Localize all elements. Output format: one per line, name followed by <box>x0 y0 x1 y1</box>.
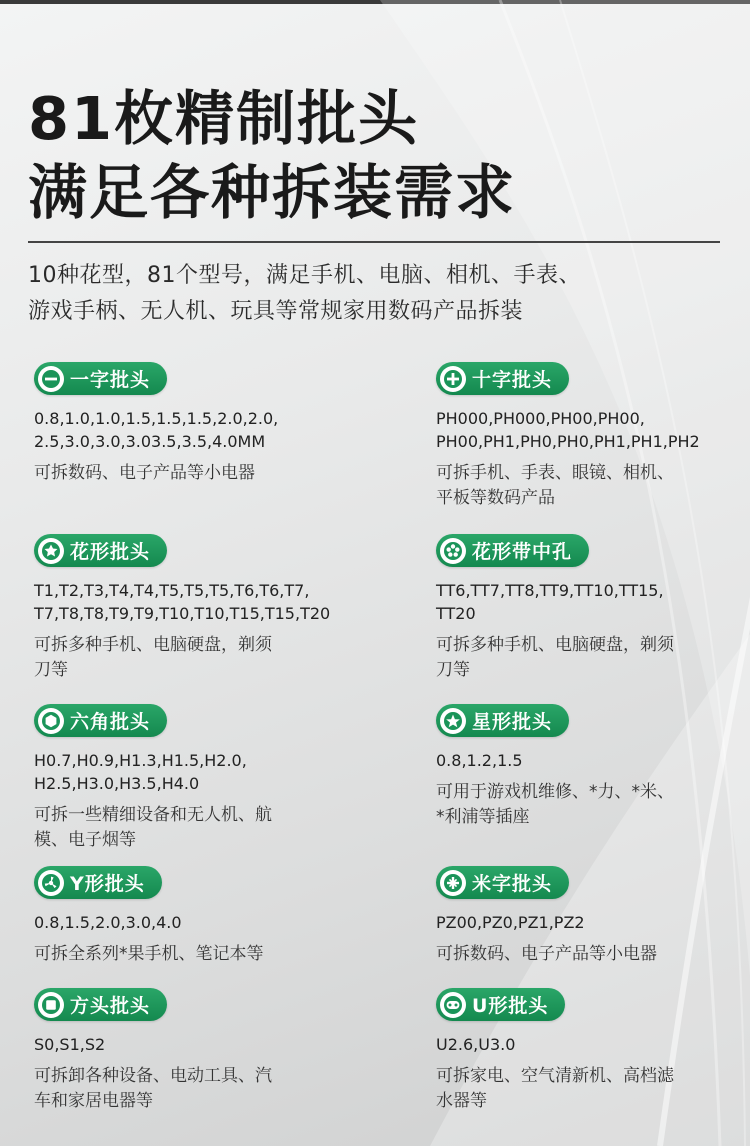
usage-description: 可拆多种手机、电脑硬盘，剃须 刀等 <box>34 635 272 680</box>
size-list: U2.6,U3.0 <box>436 1035 516 1054</box>
top-bar <box>0 0 750 4</box>
subtitle-line-1: 10种花型，81个型号，满足手机、电脑、相机、手表、 <box>28 263 581 288</box>
section-phillips <box>436 362 736 511</box>
torx-hole-icon <box>440 538 466 564</box>
size-list: H0.7,H0.9,H1.3,H1.5,H2.0, H2.5,H3.0,H3.5,H4.0 <box>34 751 247 793</box>
section-torx <box>34 534 334 683</box>
size-list: PZ00,PZ0,PZ1,PZ2 <box>436 913 585 932</box>
category-title: 方头批头 <box>70 995 151 1017</box>
section-tri-wing <box>34 866 334 967</box>
u-shape-icon <box>440 992 466 1018</box>
usage-description: 可拆数码、电子产品等小电器 <box>436 944 657 964</box>
subtitle-line-2: 游戏手柄、无人机、玩具等常规家用数码产品拆装 <box>28 299 524 324</box>
category-pill <box>436 704 569 737</box>
section-pentalobe <box>436 704 736 830</box>
category-pill <box>34 704 167 737</box>
section-pozidriv <box>436 866 736 967</box>
category-title: U形批头 <box>472 995 549 1017</box>
category-title: Y形批头 <box>70 873 145 895</box>
divider <box>28 241 720 243</box>
category-pill <box>34 534 167 567</box>
size-list: T1,T2,T3,T4,T4,T5,T5,T5,T6,T6,T7, T7,T8,T8,T9,T9,T10,T10,T15,T15,T20 <box>34 581 331 623</box>
usage-description: 可拆卸各种设备、电动工具、汽 车和家居电器等 <box>34 1066 272 1111</box>
size-list: 0.8,1.5,2.0,3.0,4.0 <box>34 913 182 932</box>
phillips-icon <box>440 366 466 392</box>
category-title: 花形带中孔 <box>472 541 573 563</box>
usage-description: 可用于游戏机维修、*力、*米、 *利浦等插座 <box>436 782 674 827</box>
hex-icon <box>38 708 64 734</box>
section-hex <box>34 704 334 853</box>
category-pill <box>436 866 569 899</box>
category-title: 一字批头 <box>70 369 151 391</box>
category-pill <box>436 988 565 1021</box>
category-pill <box>436 534 589 567</box>
size-list: PH000,PH000,PH00,PH00, PH00,PH1,PH0,PH0,PH1,PH1,PH2 <box>436 409 700 451</box>
size-list: 0.8,1.0,1.0,1.5,1.5,1.5,2.0,2.0, 2.5,3.0,3.0,3.03.5,3.5,4.0MM <box>34 409 279 451</box>
category-pill <box>34 362 167 395</box>
pentalobe-icon <box>440 708 466 734</box>
size-list: S0,S1,S2 <box>34 1035 106 1054</box>
usage-description: 可拆手机、手表、眼镜、相机、 平板等数码产品 <box>436 463 674 508</box>
usage-description: 可拆多种手机、电脑硬盘，剃须 刀等 <box>436 635 674 680</box>
usage-description: 可拆一些精细设备和无人机、航 模、电子烟等 <box>34 805 272 850</box>
subtitle <box>28 258 728 330</box>
square-icon <box>38 992 64 1018</box>
category-title: 十字批头 <box>472 369 553 391</box>
section-square <box>34 988 334 1114</box>
tri-wing-icon <box>38 870 64 896</box>
headline-line-2: 满足各种拆装需求 <box>28 158 517 227</box>
headline-line-1: 81枚精制批头 <box>28 84 420 153</box>
category-pill <box>34 988 167 1021</box>
category-pill <box>436 362 569 395</box>
headline <box>28 82 516 230</box>
category-title: 星形批头 <box>472 711 553 733</box>
category-title: 米字批头 <box>472 873 553 895</box>
pozidriv-icon <box>440 870 466 896</box>
category-title: 六角批头 <box>70 711 151 733</box>
section-u-shape <box>436 988 736 1114</box>
torx-icon <box>38 538 64 564</box>
usage-description: 可拆数码、电子产品等小电器 <box>34 463 255 483</box>
category-pill <box>34 866 162 899</box>
size-list: TT6,TT7,TT8,TT9,TT10,TT15, TT20 <box>436 581 664 623</box>
category-title: 花形批头 <box>70 541 151 563</box>
usage-description: 可拆全系列*果手机、笔记本等 <box>34 944 264 964</box>
section-torx-hole <box>436 534 736 683</box>
size-list: 0.8,1.2,1.5 <box>436 751 523 770</box>
slotted-icon <box>38 366 64 392</box>
section-slotted <box>34 362 334 486</box>
usage-description: 可拆家电、空气清新机、高档滤 水器等 <box>436 1066 674 1111</box>
